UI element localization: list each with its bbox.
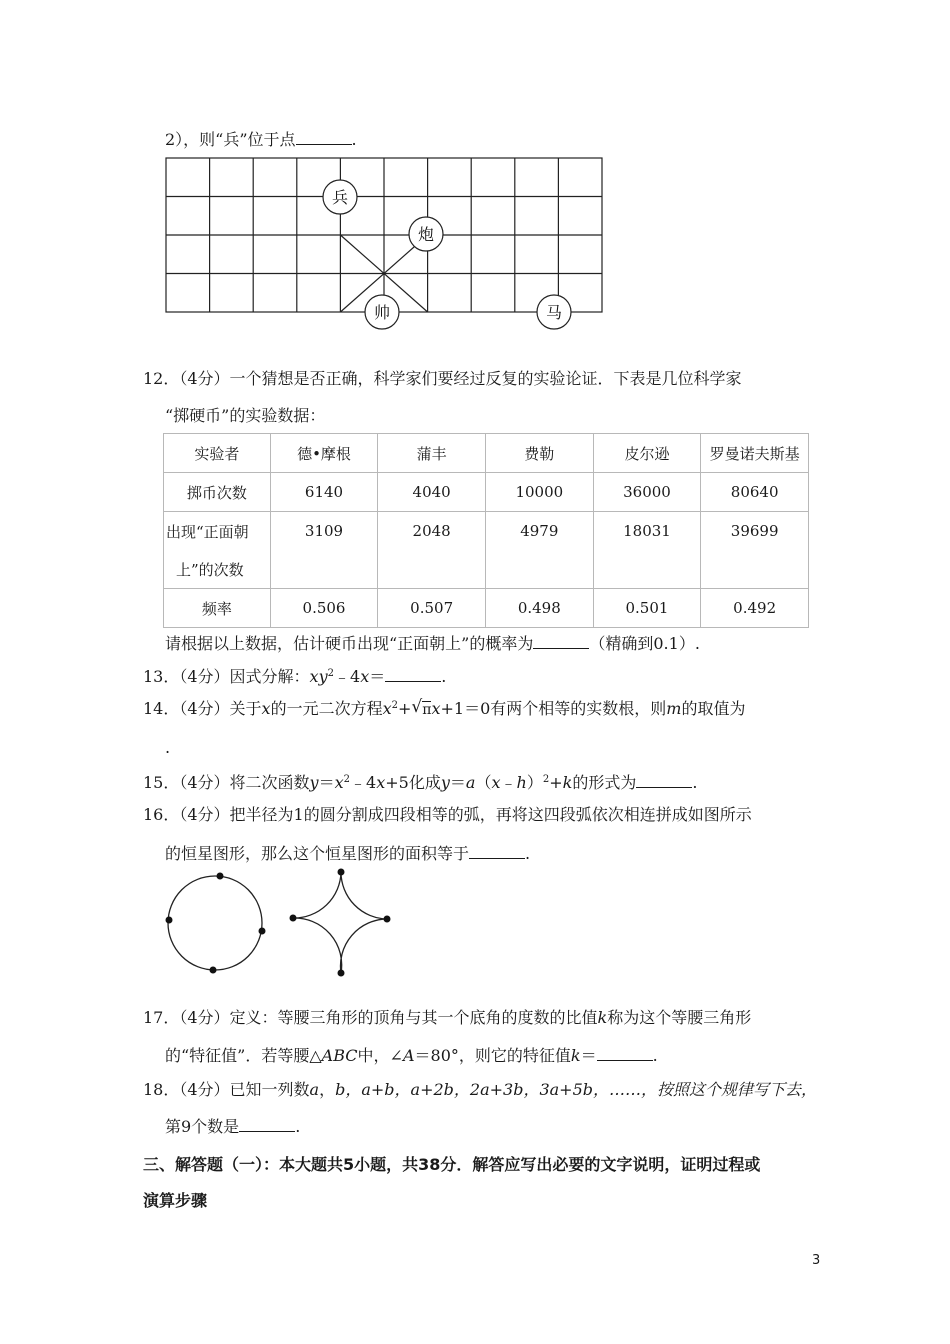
table-cell: 0.506 xyxy=(270,589,378,628)
math-var: x xyxy=(360,667,370,686)
math-var: A xyxy=(402,1046,415,1065)
piece-bing-label: 兵 xyxy=(331,188,349,207)
math-var: x xyxy=(334,773,344,792)
q13-end: . xyxy=(441,667,447,686)
q13-rest: ﹣4 xyxy=(334,667,361,686)
math-exp: 2 xyxy=(391,700,398,711)
table-cell: 实验者 xyxy=(164,434,271,473)
q18-sequence: ，a+b，a+2b，2a+3b，3a+5b，……，按照这个规律写下去， xyxy=(345,1080,818,1099)
q13-eq: ＝ xyxy=(369,667,386,686)
math-var: a xyxy=(465,773,476,792)
math-var: y xyxy=(309,773,319,792)
math-var: k xyxy=(597,1008,608,1027)
q18-text: 18．（4分）已知一列数 xyxy=(143,1080,310,1099)
math-var: k xyxy=(562,773,573,792)
circle-star-figure xyxy=(160,868,400,983)
math-var: y xyxy=(440,773,450,792)
q14-pi: π xyxy=(422,702,432,718)
math-exp: 2 xyxy=(343,774,351,785)
q14-plus: + xyxy=(398,699,412,718)
q17-text: ＝80°，则它的特征值 xyxy=(414,1046,571,1065)
answer-blank xyxy=(296,129,352,145)
table-cell: 0.492 xyxy=(701,589,809,628)
table-cell: 3109 xyxy=(270,512,378,589)
q15-end: 的形式为 xyxy=(572,773,637,792)
section-heading-line2: 演算步骤 xyxy=(143,1191,208,1210)
table-cell: 18031 xyxy=(593,512,701,589)
q17-text: ＝ xyxy=(580,1046,597,1065)
table-cell: 蒲丰 xyxy=(378,434,486,473)
table-cell: 频率 xyxy=(164,589,271,628)
q17-line2 xyxy=(165,1045,658,1066)
q12-after-end: （精确到0.1）. xyxy=(589,634,700,653)
table-cell: 2048 xyxy=(378,512,486,589)
table-cell: 80640 xyxy=(701,473,809,512)
table-cell xyxy=(164,512,271,589)
math-var: k xyxy=(570,1046,581,1065)
q15-plus: + xyxy=(549,773,563,792)
star-shape-figure xyxy=(290,869,391,977)
q17-text-end: 称为这个等腰三角形 xyxy=(607,1008,752,1027)
q14-mid: 的一元二次方程 xyxy=(270,699,383,718)
q15-eq: ＝ xyxy=(318,773,335,792)
q17-line1 xyxy=(143,1008,751,1028)
q15-paren: （ xyxy=(475,773,492,792)
piece-pao-label: 炮 xyxy=(417,225,435,244)
piece-ma-label: 马 xyxy=(545,303,563,322)
table-cell: 0.507 xyxy=(378,589,486,628)
q16-line2 xyxy=(165,843,530,864)
math-var: x xyxy=(376,773,386,792)
answer-blank xyxy=(239,1116,295,1132)
math-var: y xyxy=(318,667,328,686)
q15-eq: ＝ xyxy=(449,773,466,792)
math-var: a xyxy=(309,1080,320,1099)
page-number: 3 xyxy=(812,1253,821,1268)
table-row xyxy=(164,434,809,473)
coin-toss-table xyxy=(163,433,809,628)
q11-tail-text: 2），则“兵”位于点 xyxy=(165,130,296,149)
math-var: ABC xyxy=(321,1046,358,1065)
q14-rest: +1＝0有两个相等的实数根，则 xyxy=(440,699,667,718)
table-row xyxy=(164,473,809,512)
table-cell: 10000 xyxy=(485,473,593,512)
q17-text: 中，∠ xyxy=(357,1046,403,1065)
table-cell: 皮尔逊 xyxy=(593,434,701,473)
piece-bing xyxy=(323,180,357,214)
answer-blank xyxy=(636,772,692,788)
answer-blank xyxy=(385,666,441,682)
q14-end: 的取值为 xyxy=(681,699,746,718)
table-cell: 4979 xyxy=(485,512,593,589)
q11-tail-end: . xyxy=(351,130,357,149)
q12-line2: “掷硬币”的实验数据： xyxy=(165,406,326,425)
q13-text: 13．（4分）因式分解： xyxy=(143,667,310,686)
q14-text: 14．（4分）关于 xyxy=(143,699,262,718)
q12-after-text: 请根据以上数据，估计硬币出现“正面朝上”的概率为 xyxy=(165,634,534,653)
q15-dot: . xyxy=(692,773,698,792)
table-cell: 6140 xyxy=(270,473,378,512)
q18-comma: ， xyxy=(319,1080,336,1099)
table-cell: 39699 xyxy=(701,512,809,589)
math-var: x xyxy=(491,773,501,792)
q16-line1: 16．（4分）把半径为1的圆分割成四段相等的弧，再将这四段弧依次相连拼成如图所示 xyxy=(143,805,752,824)
piece-ma xyxy=(537,295,571,329)
answer-blank xyxy=(469,843,525,859)
math-var: x xyxy=(261,699,271,718)
q15-text: 15．（4分）将二次函数 xyxy=(143,773,310,792)
board-grid xyxy=(166,158,602,312)
row-label-line: 出现“正面朝 xyxy=(166,523,249,541)
q14 xyxy=(143,699,745,719)
q17-end: . xyxy=(652,1046,658,1065)
piece-shuai-label: 帅 xyxy=(373,303,391,322)
table-cell: 掷币次数 xyxy=(164,473,271,512)
math-var: x xyxy=(431,699,441,718)
math-exp: 2 xyxy=(542,774,550,785)
q17-text: 的“特征值”．若等腰△ xyxy=(165,1046,322,1065)
table-cell: 德•摩根 xyxy=(270,434,378,473)
q12-line1: 12．（4分）一个猜想是否正确，科学家们要经过反复的实验论证．下表是几位科学家 xyxy=(143,369,742,388)
section-heading: 三、解答题（一）：本大题共5小题，共38分．解答应写出必要的文字说明，证明过程或 xyxy=(143,1155,761,1174)
row-label-line: 上”的次数 xyxy=(176,561,244,579)
q14-line2: . xyxy=(165,738,171,757)
q16-line2-text: 的恒星图形，那么这个恒星图形的面积等于 xyxy=(165,844,470,863)
q18-line2-text: 第9个数是 xyxy=(165,1117,240,1136)
table-cell: 罗曼诺夫斯基 xyxy=(701,434,809,473)
q15-mid: ﹣4 xyxy=(350,773,377,792)
q11-tail xyxy=(165,129,357,150)
q17-text: 17．（4分）定义：等腰三角形的顶角与其一个底角的度数的比值 xyxy=(143,1008,598,1027)
q15 xyxy=(143,772,697,793)
circle-divided-figure xyxy=(166,873,266,974)
math-exp: 2 xyxy=(327,668,334,679)
piece-shuai xyxy=(365,295,399,329)
table-cell: 4040 xyxy=(378,473,486,512)
table-cell: 费勒 xyxy=(485,434,593,473)
q16-line2-end: . xyxy=(525,844,531,863)
table-cell: 36000 xyxy=(593,473,701,512)
sqrt-sign-icon: √ xyxy=(411,697,423,717)
piece-pao xyxy=(409,217,443,251)
q13 xyxy=(143,666,446,687)
table-cell: 0.498 xyxy=(485,589,593,628)
q15-minus: ﹣ xyxy=(500,773,517,792)
q18-line2 xyxy=(165,1116,300,1137)
math-var: b xyxy=(335,1080,346,1099)
table-cell: 0.501 xyxy=(593,589,701,628)
math-var: x xyxy=(382,699,392,718)
table-row xyxy=(164,512,809,589)
answer-blank xyxy=(597,1045,653,1061)
q12-after xyxy=(165,633,700,654)
answer-blank xyxy=(533,633,589,649)
math-var: x xyxy=(309,667,319,686)
table-row xyxy=(164,589,809,628)
math-var: m xyxy=(666,699,682,718)
q18-line2-end: . xyxy=(295,1117,301,1136)
q15-paren: ） xyxy=(526,773,543,792)
chess-board-figure xyxy=(160,150,610,335)
q18-line1 xyxy=(143,1080,817,1100)
q15-mid2: +5化成 xyxy=(385,773,441,792)
math-var: h xyxy=(516,773,527,792)
